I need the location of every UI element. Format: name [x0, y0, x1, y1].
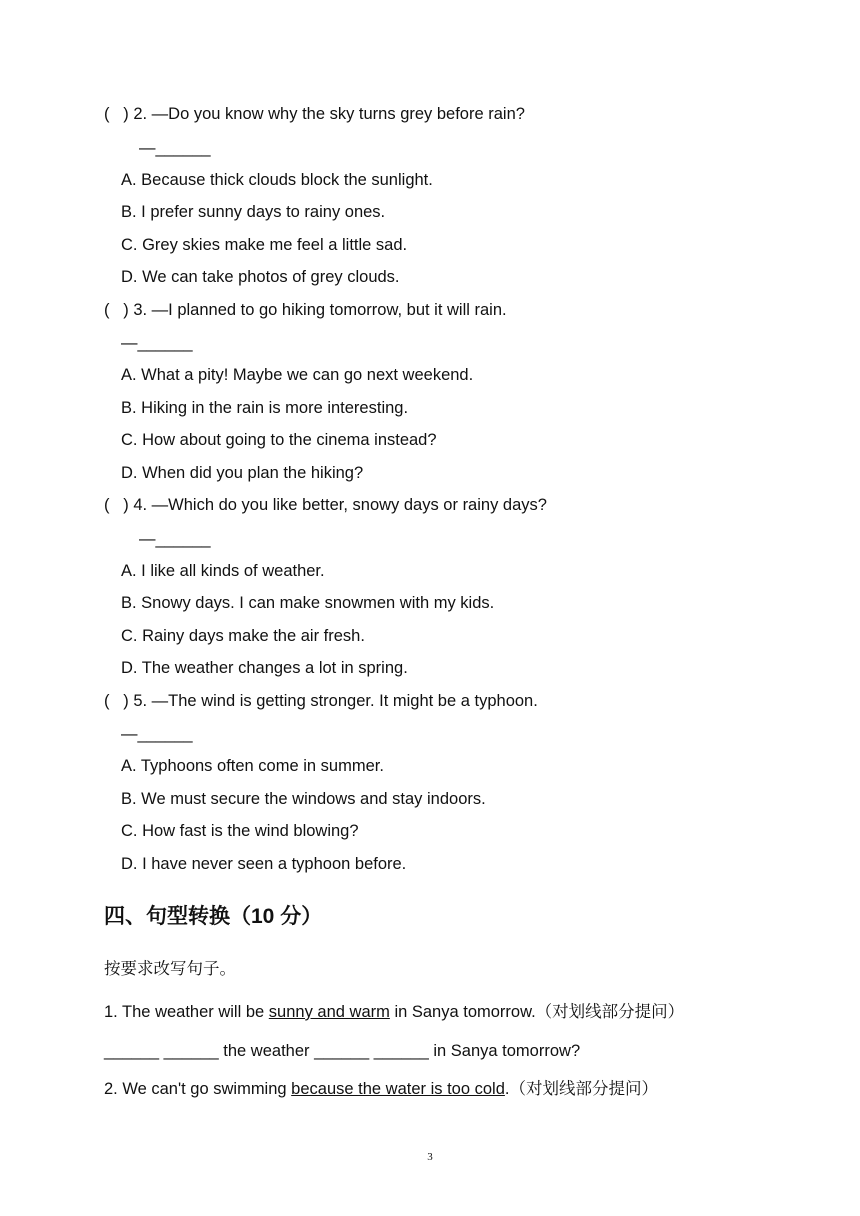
response-blank: —______ [139, 530, 211, 548]
response-blank: —______ [121, 725, 193, 743]
underlined-phrase: sunny and warm [268, 1003, 390, 1021]
sentence-instruction: .（对划线部分提问） [504, 1080, 658, 1098]
question-text: 5. —The wind is getting stronger. It might be a typhoon. [133, 692, 538, 710]
option-c: C. How about going to the cinema instead? [121, 431, 437, 449]
option-b: B. I prefer sunny days to rainy ones. [121, 203, 386, 221]
question-text: 4. —Which do you like better, snowy days or rainy days? [133, 496, 547, 514]
option-b: B. We must secure the windows and stay indoors. [121, 790, 486, 808]
transform-sentence-2 [104, 1079, 658, 1099]
option-d: D. We can take photos of grey clouds. [121, 268, 400, 286]
question-5 [104, 691, 538, 711]
option-a: A. Because thick clouds block the sunlight. [121, 171, 433, 189]
option-d: D. When did you plan the hiking? [121, 464, 364, 482]
option-a: A. I like all kinds of weather. [121, 562, 325, 580]
answer-bracket: ( ) [104, 692, 134, 710]
answer-bracket: ( ) [104, 105, 134, 123]
response-blank: —______ [139, 139, 211, 157]
option-c: C. Rainy days make the air fresh. [121, 627, 365, 645]
option-d: D. The weather changes a lot in spring. [121, 659, 408, 677]
option-b: B. Hiking in the rain is more interesting. [121, 399, 409, 417]
option-b: B. Snowy days. I can make snowmen with my kids. [121, 594, 495, 612]
sentence-text: 2. We can't go swimming [104, 1080, 292, 1098]
answer-bracket: ( ) [104, 301, 134, 319]
option-c: C. How fast is the wind blowing? [121, 822, 359, 840]
sentence-instruction: in Sanya tomorrow.（对划线部分提问） [389, 1003, 685, 1021]
question-2 [104, 104, 525, 124]
answer-bracket: ( ) [104, 496, 134, 514]
section-instruction: 按要求改写句子。 [104, 960, 236, 978]
question-text: 3. —I planned to go hiking tomorrow, but it will rain. [133, 301, 507, 319]
option-a: A. Typhoons often come in summer. [121, 757, 384, 775]
option-a: A. What a pity! Maybe we can go next weekend. [121, 366, 474, 384]
section-heading: 四、句型转换（10 分） [104, 905, 323, 928]
underlined-phrase: because the water is too cold [291, 1080, 505, 1098]
question-4 [104, 495, 547, 515]
response-blank: —______ [121, 334, 193, 352]
answer-line-1: ______ ______ the weather ______ ______ in Sanya tomorrow? [104, 1042, 581, 1060]
option-c: C. Grey skies make me feel a little sad. [121, 236, 408, 254]
page-number: 3 [427, 1151, 433, 1163]
question-text: 2. —Do you know why the sky turns grey before rain? [133, 105, 525, 123]
sentence-text: 1. The weather will be [104, 1003, 269, 1021]
question-3 [104, 300, 507, 320]
option-d: D. I have never seen a typhoon before. [121, 855, 407, 873]
transform-sentence-1 [104, 1002, 684, 1022]
